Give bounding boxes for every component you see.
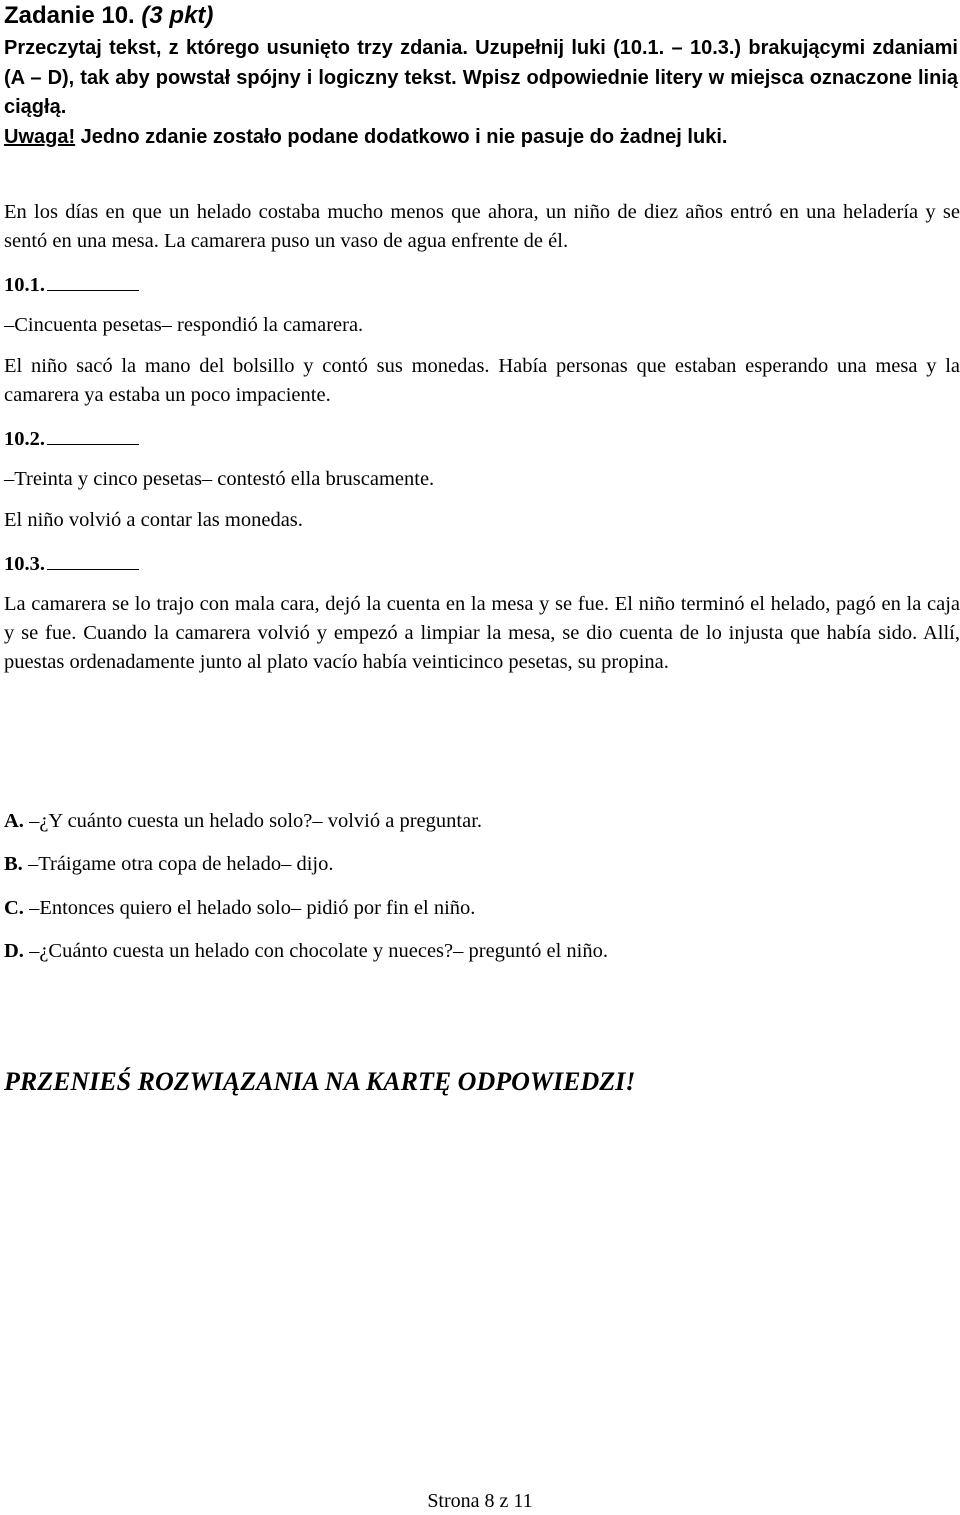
task-title-main: Zadanie 10. — [4, 2, 135, 29]
option-text: –¿Y cuánto cuesta un helado solo?– volvió a preguntar. — [23, 810, 483, 832]
warning-label: Uwaga! — [4, 125, 76, 148]
answer-line[interactable] — [47, 549, 139, 570]
gap-label: 10.3. — [4, 553, 45, 575]
option-c — [4, 894, 475, 923]
story-paragraph-6: La camarera se lo trajo con mala cara, dejó la cuenta en la mesa y se fue. El niño terminó el helado, pagó en la caja y se fue. Cuando la camarera volvió y empezó a limpiar la mesa, se dio cuenta de lo injusta que había sido. Allí, puestas ordenadamente junto al plato vacío había veinticinco pesetas, su propina. — [4, 593, 960, 673]
option-letter: A. — [4, 810, 24, 832]
story-paragraph-1: En los días en que un helado costaba mucho menos que ahora, un niño de diez años entró en una heladería y se sentó en una mesa. La camarera puso un vaso de agua enfrente de él. — [4, 201, 960, 252]
warning-text: Jedno zdanie zostało podane dodatkowo i nie pasuje do żadnej luki. — [75, 125, 728, 148]
task-title — [4, 2, 213, 30]
page-footer: Strona 8 z 11 — [427, 1490, 533, 1512]
gap-10-2 — [4, 424, 139, 451]
option-a — [4, 807, 482, 836]
gap-10-1 — [4, 270, 139, 297]
option-letter: C. — [4, 897, 24, 919]
option-d — [4, 937, 608, 966]
story-paragraph-4: –Treinta y cinco pesetas– contestó ella bruscamente. — [4, 468, 435, 490]
option-b — [4, 850, 333, 879]
answer-line[interactable] — [47, 270, 139, 291]
option-text: –¿Cuánto cuesta un helado con chocolate y nueces?– preguntó el niño. — [23, 940, 608, 962]
story-paragraph-5: El niño volvió a contar las monedas. — [4, 509, 303, 531]
option-letter: D. — [4, 940, 24, 962]
option-letter: B. — [4, 853, 23, 875]
gap-label: 10.2. — [4, 428, 45, 450]
answer-line[interactable] — [47, 424, 139, 445]
story-paragraph-2: –Cincuenta pesetas– respondió la camarera. — [4, 314, 364, 336]
option-text: –Entonces quiero el helado solo– pidió por fin el niño. — [23, 897, 476, 919]
task-points: (3 pkt) — [141, 2, 214, 29]
gap-label: 10.1. — [4, 274, 45, 296]
story-paragraph-3: El niño sacó la mano del bolsillo y contó sus monedas. Había personas que estaban esperando una mesa y la camarera ya estaba un poco impaciente. — [4, 355, 960, 406]
instruction-text: Przeczytaj tekst, z którego usunięto trzy zdania. Uzupełnij luki (10.1. – 10.3.) brakującymi zdaniami (A – D), tak aby powstał spójny i logiczny tekst. Wpisz odpowiednie litery w miejsca oznaczone linią ciągłą. — [4, 37, 958, 118]
option-text: –Tráigame otra copa de helado– dijo. — [22, 853, 334, 875]
final-note: PRZENIEŚ ROZWIĄZANIA NA KARTĘ ODPOWIEDZI! — [4, 1067, 636, 1096]
task-instructions — [4, 34, 958, 152]
gap-10-3 — [4, 549, 139, 576]
warning-line — [4, 123, 958, 153]
